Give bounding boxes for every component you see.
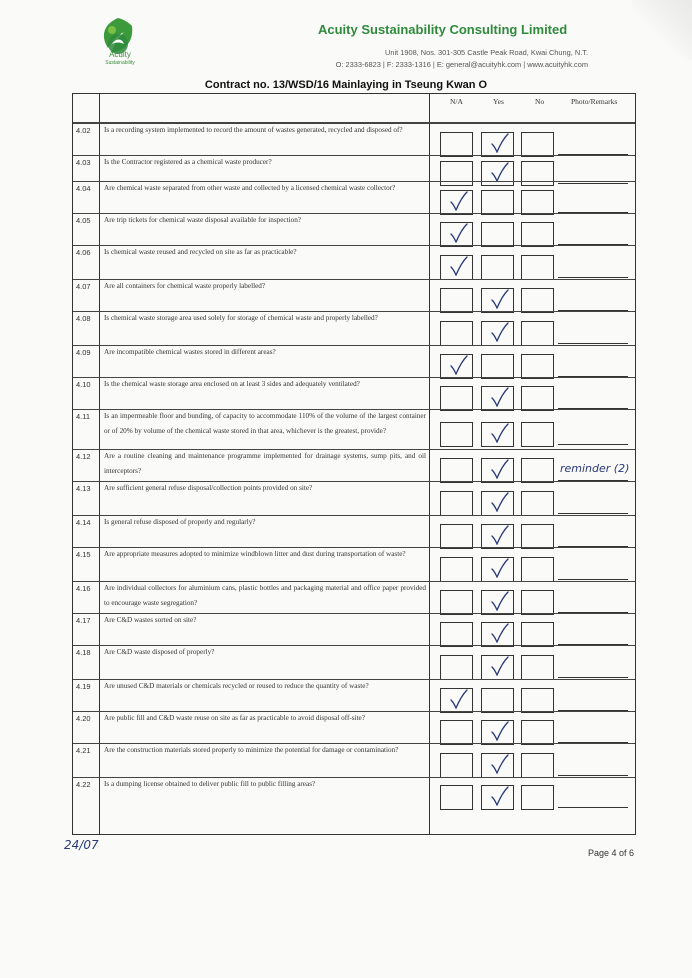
row-question: Is chemical waste reused and recycled on site as far as practicable? (104, 248, 297, 256)
company-name: Acuity Sustainability Consulting Limited (318, 22, 568, 37)
checkbox-na[interactable] (440, 622, 473, 647)
checkbox-na[interactable] (440, 422, 473, 447)
contract-title: Contract no. 13/WSD/16 Mainlaying in Tseung Kwan O (204, 79, 488, 91)
checkbox-no[interactable] (521, 288, 554, 313)
row-question: Is an impermeable floor and bunding, of capacity to accommodate 110% of the volume of the largest container or of 20% by volume of the chemical waste stored in that area, whichever is the greatest, provide? (104, 412, 426, 435)
row-question: Are public fill and C&D waste reuse on site as far as practicable to avoid disposal off-site? (104, 714, 365, 722)
checkbox-no[interactable] (521, 422, 554, 447)
checkbox-no[interactable] (521, 524, 554, 549)
checkbox-yes[interactable] (481, 720, 514, 745)
row-question: Are the construction materials stored properly to minimize the potential for damage or contamination? (104, 746, 399, 754)
checkbox-na[interactable] (440, 354, 473, 379)
checkbox-yes[interactable] (481, 458, 514, 483)
row-number: 4.18 (76, 648, 91, 657)
row-question: Is the Contractor registered as a chemical waste producer? (104, 158, 272, 166)
row-number: 4.15 (76, 550, 91, 559)
checkbox-na[interactable] (440, 753, 473, 778)
remarks-line[interactable] (558, 183, 628, 184)
checkbox-na[interactable] (440, 524, 473, 549)
row-question: Are trip tickets for chemical waste disposal available for inspection? (104, 216, 301, 224)
remarks-line[interactable] (558, 444, 628, 445)
checkbox-no[interactable] (521, 590, 554, 615)
row-number: 4.13 (76, 484, 91, 493)
row-question: Is the chemical waste storage area enclosed on at least 3 sides and adequately ventilated? (104, 380, 360, 388)
logo-subtext: Sustainability (105, 60, 135, 66)
row-number: 4.20 (76, 714, 91, 723)
row-number: 4.02 (76, 126, 91, 135)
company-contact: O: 2333-6823 | F: 2333-1316 | E: general@acuityhk.com | www.acuityhk.com (335, 60, 588, 69)
checkbox-yes[interactable] (481, 491, 514, 516)
page-number: Page 4 of 6 (587, 848, 634, 858)
row-number: 4.14 (76, 518, 91, 527)
remarks-line[interactable] (558, 775, 628, 776)
company-address: Unit 1908, Nos. 301-305 Castle Peak Road, Kwai Chung, N.T. (385, 48, 588, 57)
checkbox-yes[interactable] (481, 557, 514, 582)
checkbox-na[interactable] (440, 222, 473, 247)
checkbox-yes[interactable] (481, 288, 514, 313)
row-question: Are sufficient general refuse disposal/collection points provided on site? (104, 484, 313, 492)
checkbox-na[interactable] (440, 255, 473, 280)
checkbox-na[interactable] (440, 491, 473, 516)
page-corner-fold (632, 0, 692, 60)
row-number: 4.19 (76, 682, 91, 691)
handwritten-date: 24/07 (64, 838, 99, 852)
row-question: Is a recording system implemented to record the amount of wastes generated, recycled and disposed of? (104, 126, 403, 134)
checkbox-na[interactable] (440, 321, 473, 346)
row-question: Are appropriate measures adopted to minimize windblown litter and dust during transportation of waste? (104, 550, 406, 558)
row-number: 4.11 (76, 412, 91, 421)
row-question: Are all containers for chemical waste properly labelled? (104, 282, 266, 290)
checkbox-na[interactable] (440, 190, 473, 215)
checkbox-na[interactable] (440, 590, 473, 615)
row-question: Is general refuse disposed of properly and regularly? (104, 518, 256, 526)
remarks-line[interactable] (558, 677, 628, 678)
row-question: Are unused C&D materials or chemicals recycled or reused to reduce the quantity of waste? (104, 682, 369, 690)
table-divider (99, 94, 100, 834)
checkbox-yes[interactable] (481, 688, 514, 713)
row-question: Are chemical waste separated from other waste and collected by a licensed chemical waste collector? (104, 184, 396, 192)
handwritten-remark: reminder (2) (560, 461, 630, 475)
checkbox-na[interactable] (440, 386, 473, 411)
column-header-yes: Yes (493, 97, 504, 106)
checkbox-na[interactable] (440, 785, 473, 810)
row-number: 4.22 (76, 780, 91, 789)
checkbox-na[interactable] (440, 557, 473, 582)
checkbox-na[interactable] (440, 655, 473, 680)
row-number: 4.16 (76, 584, 91, 593)
checkbox-no[interactable] (521, 321, 554, 346)
checkbox-no[interactable] (521, 255, 554, 280)
row-number: 4.04 (76, 184, 91, 193)
checkbox-no[interactable] (521, 491, 554, 516)
checklist-table (72, 93, 636, 835)
row-question: Are a routine cleaning and maintenance programme implemented for drainage systems, sump pits, and oil interceptors? (104, 452, 426, 475)
row-number: 4.10 (76, 380, 91, 389)
remarks-line[interactable] (558, 277, 628, 278)
checkbox-na[interactable] (440, 288, 473, 313)
row-number: 4.08 (76, 314, 91, 323)
checkbox-no[interactable] (521, 222, 554, 247)
checkbox-na[interactable] (440, 720, 473, 745)
row-question: Is a dumping license obtained to deliver public fill to public filling areas? (104, 780, 316, 788)
checkbox-na[interactable] (440, 132, 473, 157)
checkbox-yes[interactable] (481, 622, 514, 647)
row-number: 4.21 (76, 746, 91, 755)
checkbox-yes[interactable] (481, 785, 514, 810)
remarks-line[interactable] (558, 807, 628, 808)
checkbox-no[interactable] (521, 622, 554, 647)
checkbox-no[interactable] (521, 386, 554, 411)
checkbox-yes[interactable] (481, 255, 514, 280)
checkbox-yes[interactable] (481, 655, 514, 680)
row-number: 4.12 (76, 452, 91, 461)
row-question: Are C&D wastes sorted on site? (104, 616, 197, 624)
column-header-no: No (535, 97, 545, 106)
checkbox-yes[interactable] (481, 590, 514, 615)
checkbox-no[interactable] (521, 190, 554, 215)
row-number: 4.03 (76, 158, 91, 167)
checkbox-no[interactable] (521, 720, 554, 745)
checkbox-no[interactable] (521, 688, 554, 713)
checkbox-na[interactable] (440, 688, 473, 713)
table-divider (429, 94, 430, 834)
logo-text: Acuity (109, 50, 131, 59)
row-number: 4.05 (76, 216, 91, 225)
checkbox-na[interactable] (440, 458, 473, 483)
checkbox-no[interactable] (521, 557, 554, 582)
row-number: 4.17 (76, 616, 91, 625)
checkbox-yes[interactable] (481, 524, 514, 549)
checkbox-no[interactable] (521, 785, 554, 810)
checkbox-no[interactable] (521, 753, 554, 778)
checkbox-yes[interactable] (481, 422, 514, 447)
checkbox-yes[interactable] (481, 753, 514, 778)
row-question: Are incompatible chemical wastes stored in different areas? (104, 348, 276, 356)
checkbox-no[interactable] (521, 655, 554, 680)
checkbox-yes[interactable] (481, 354, 514, 379)
row-question: Is chemical waste storage area used solely for storage of chemical waste and properly labelled? (104, 314, 378, 322)
row-question: Are C&D waste disposed of properly? (104, 648, 215, 656)
checkbox-no[interactable] (521, 132, 554, 157)
row-question: Are individual collectors for aluminium cans, plastic bottles and packaging material and office paper provided to encourage waste segregation? (104, 584, 426, 607)
remarks-line[interactable] (558, 343, 628, 344)
remarks-line[interactable] (558, 579, 628, 580)
column-header-remarks: Photo/Remarks (571, 97, 618, 106)
checkbox-yes[interactable] (481, 222, 514, 247)
checkbox-no[interactable] (521, 458, 554, 483)
column-header-na: N/A (450, 97, 463, 106)
checkbox-yes[interactable] (481, 321, 514, 346)
remarks-line[interactable] (558, 513, 628, 514)
checkbox-yes[interactable] (481, 190, 514, 215)
checkbox-no[interactable] (521, 354, 554, 379)
row-number: 4.09 (76, 348, 91, 357)
row-number: 4.06 (76, 248, 91, 257)
row-number: 4.07 (76, 282, 91, 291)
checkbox-yes[interactable] (481, 132, 514, 157)
checkbox-yes[interactable] (481, 386, 514, 411)
